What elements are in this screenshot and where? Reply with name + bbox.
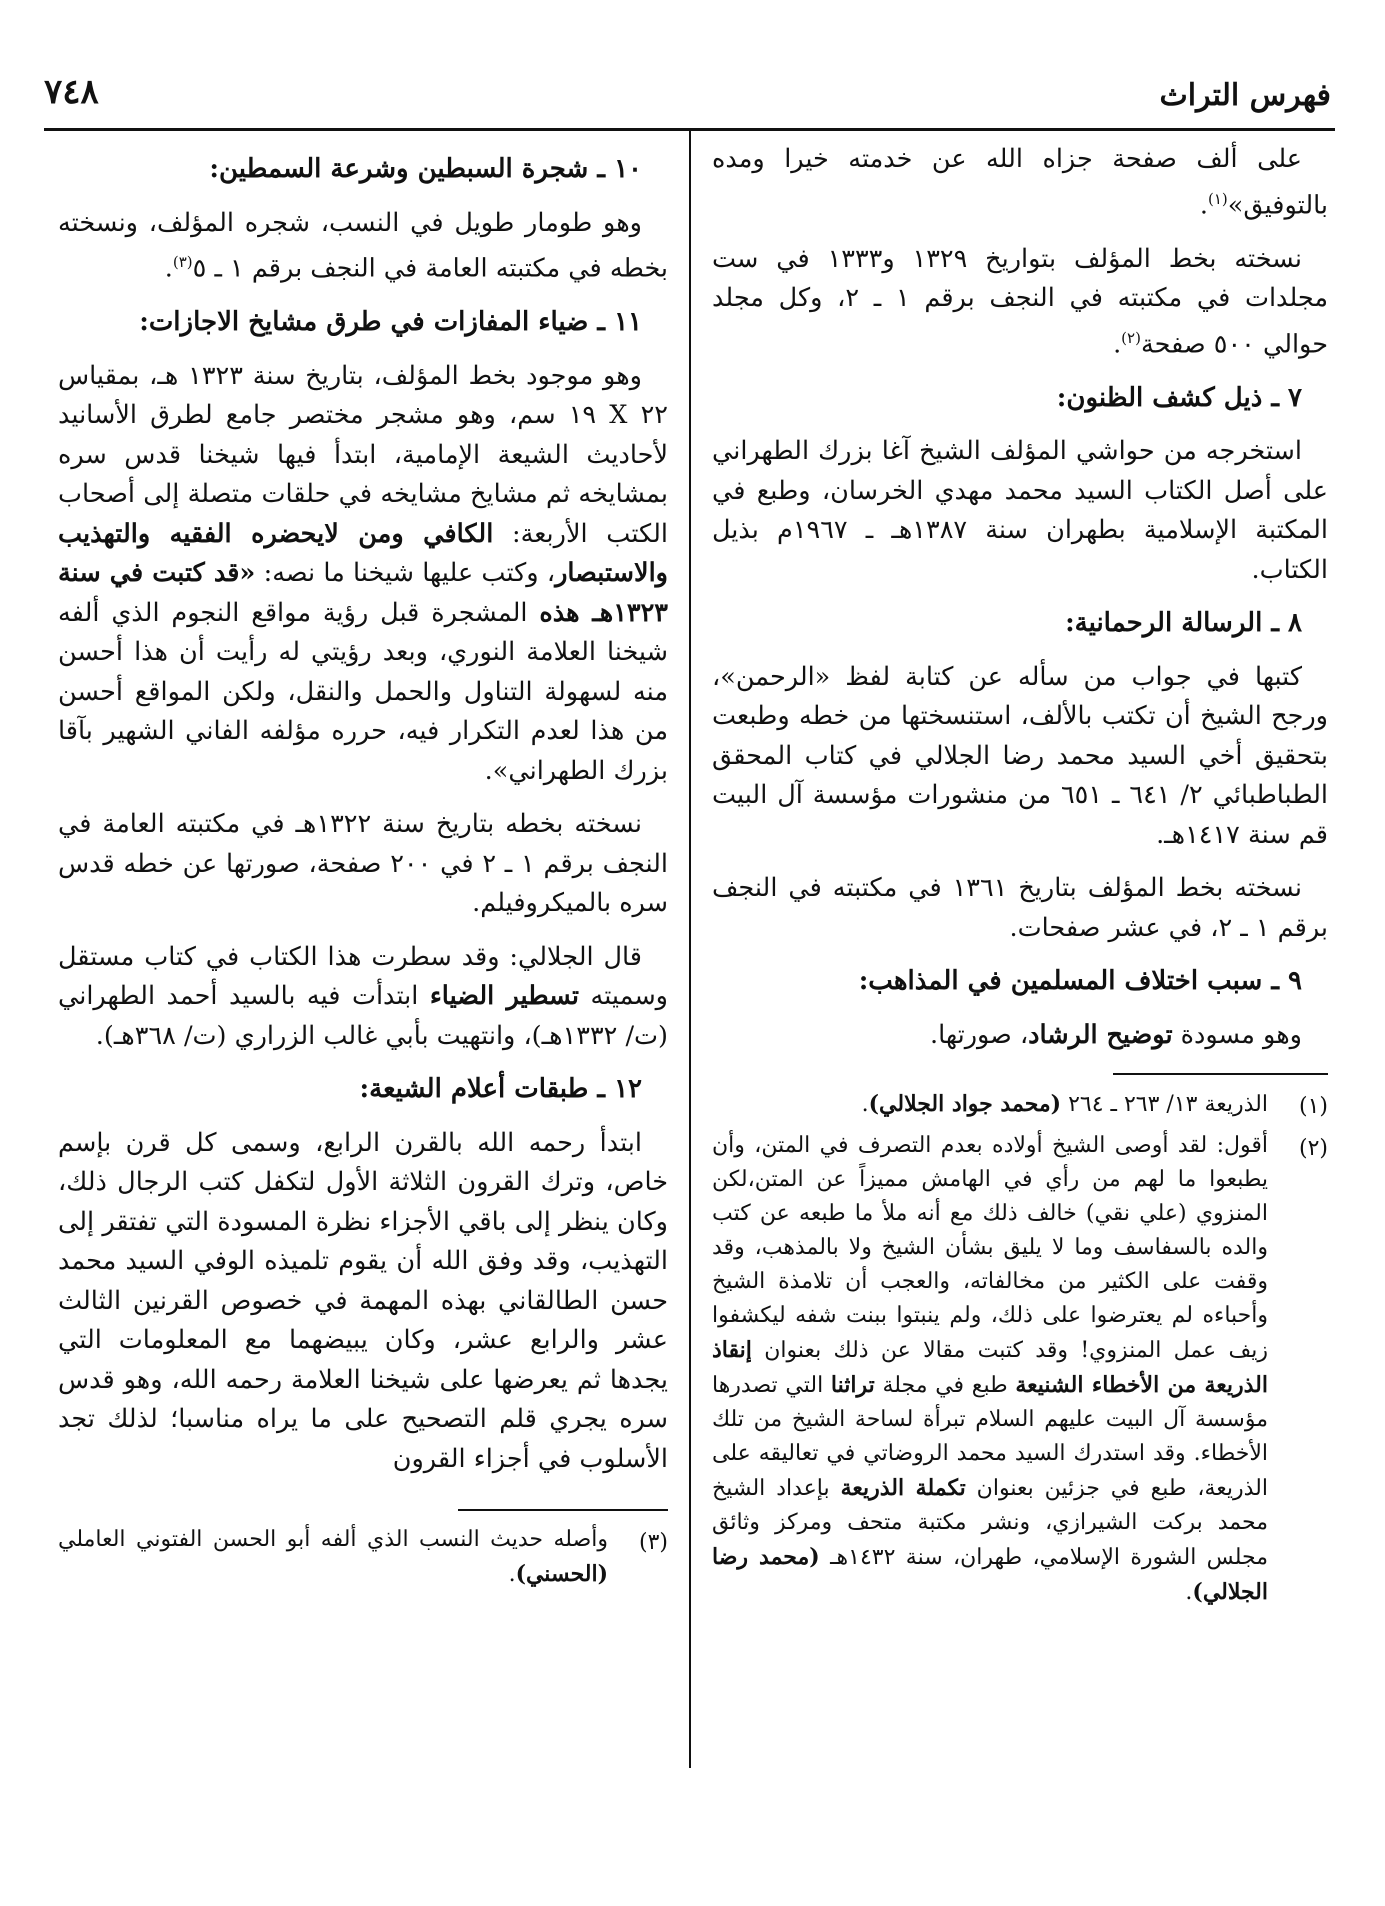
footnote-mark: (٢): [1298, 1135, 1328, 1161]
paragraph-item-11b: نسخته بخطه بتاريخ سنة ١٣٢٢هـ في مكتبته العامة في النجف برقم ١ ـ ٢ في ٢٠٠ صفحة، صورتها عن خطه قدس سره بالميكروفيلم.: [58, 809, 669, 918]
heading-item-12: ١٢ ـ طبقات أعلام الشيعة:: [359, 1074, 642, 1104]
footnote-ref: (٣): [172, 253, 193, 271]
footnote-rule: [1113, 1073, 1328, 1075]
paragraph-item-11c: قال الجلالي: وقد سطرت هذا الكتاب في كتاب مستقل وسميته تسطير الضياء ابتدأت فيه بالسيد أحمد الطهراني (ت/ ١٣٣٢هـ)، وانتهيت بأبي غالب الزراري (ت/ ٣٦٨هـ).: [58, 941, 669, 1051]
paragraph-item-7: استخرجه من حواشي المؤلف الشيخ آغا بزرك الطهراني على أصل الكتاب السيد محمد مهدي الخرسان، وطبع في المكتبة الإسلامية بطهران سنة ١٣٨٧هـ ـ ١٩٦٧م بذيل الكتاب.: [712, 436, 1328, 585]
paragraph-item-8a: كتبها في جواب من سأله عن كتابة لفظ «الرحمن»، ورجح الشيخ أن تكتب بالألف، استنسختها من خطه وطبعت بتحقيق أخي السيد محمد رضا الجلالي في كتاب المحقق الطباطبائي ٢/ ٦٤١ ـ ٦٥١ من منشورات مؤسسة آل البيت قم سنة ١٤١٧هـ.: [712, 661, 1328, 850]
footnote-2: [712, 1129, 1328, 1610]
footnote-rule: [458, 1509, 668, 1511]
page-number: ٧٤٨: [44, 72, 99, 112]
footnote-mark: (١): [1298, 1094, 1328, 1119]
left-column: [58, 140, 668, 1594]
heading-item-11: ١١ ـ ضياء المفازات في طرق مشايخ الاجازات:: [139, 307, 642, 337]
footnote-mark: (٣): [638, 1530, 668, 1555]
paragraph-copies: نسخته بخط المؤلف بتواريخ ١٣٢٩ و١٣٣٣ في ست مجلدات في مكتبته في النجف برقم ١ ـ ٢، وكل مجلد حوالي ٥٠٠ صفحة$^{(٢)}$.: [712, 243, 1329, 359]
heading-item-7: ٧ ـ ذيل كشف الظنون:: [1056, 382, 1302, 413]
paragraph-top: على ألف صفحة جزاه الله عن خدمته خيرا ومده بالتوفيق»$^{(١)}$.: [712, 144, 1328, 220]
right-column: [712, 140, 1328, 1612]
footnote-text: أقول: لقد أوصى الشيخ أولاده بعدم التصرف في المتن، وأن يطبعوا ما لهم من رأي في الهامش مميزاً عن المتن،لكن المنزوي (علي نقي) خالف ذلك مع أنه ملأ ما طبعه عن كتب والده بالسفاسف وما لا يليق بشأن الشيخ ولا بالمذهب، وقد وقفت على الكثير من مخالفاته، والعجب أن تلامذة الشيخ وأحباءه لم يعترضوا على ذلك، ولم ينبتوا ببنت شفه ليكشفوا زيف عمل المنزوي! وقد كتبت مقالا عن ذلك بعنوان إنقاذ الذريعة من الأخطاء الشنيعة طبع في مجلة تراثنا التي تصدرها مؤسسة آل البيت عليهم السلام تبرأة لساحة الشيخ من تلك الأخطاء. وقد استدرك السيد محمد الروضاتي في تعاليقه على الذريعة، طبع في جزئين بعنوان تكملة الذريعة بإعداد الشيخ محمد بركت الشيرازي، ونشر مكتبة متحف ومركز وثائق مجلس الشورة الإسلامي، طهران، سنة ١٤٣٢هـ (محمد رضا الجلالي).: [712, 1132, 1268, 1605]
paragraph-item-10: وهو طومار طويل في النسب، شجره المؤلف، ونسخته بخطه في مكتبته العامة في النجف برقم ١ ـ ٥$^{(٣)}$.: [58, 207, 668, 284]
footnote-text: وأصله حديث النسب الذي ألفه أبو الحسن الفتوني العاملي (الحسني).: [58, 1527, 608, 1587]
paragraph-item-11a: وهو موجود بخط المؤلف، بتاريخ سنة ١٣٢٣ هـ، بمقياس ٢٢ X ١٩ سم، وهو مشجر مختصر جامع لطرق الأسانيد لأحاديث الشيعة الإمامية، ابتدأ فيها شيخنا قدس سره بمشايخه ثم مشايخ مشايخه في حلقات متصلة إلى أصحاب الكتب الأربعة: الكافي ومن لايحضره الفقيه والتهذيب والاستبصار، وكتب عليها شيخنا ما نصه: «قد كتبت في سنة ١٣٢٣هـ هذه المشجرة قبل رؤية مواقع النجوم الذي ألفه شيخنا العلامة النوري، وبعد رؤيتي له رأيت أن هذا أحسن منه لسهولة التناول والحمل والنقل، ولكن المواقع أحسن من هذا لعدم التكرار فيه، حرره مؤلفه الفاني الشهير بآقا بزرك الطهراني».: [58, 360, 668, 786]
footnote-1: [712, 1087, 1328, 1127]
paragraph-item-8b: نسخته بخط المؤلف بتاريخ ١٣٦١ في مكتبته في النجف برقم ١ ـ ٢، في عشر صفحات.: [712, 873, 1328, 943]
running-title: فهرس التراث: [1159, 78, 1331, 113]
paragraph-item-12: ابتدأ رحمه الله بالقرن الرابع، وسمى كل قرن بإسم خاص، وترك القرون الثلاثة الأول لتكفل كتب الرجال ذلك، وكان ينظر إلى باقي الأجزاء نظرة المسودة التي تفتقر إلى التهذيب، وقد وفق الله أن يقوم تلميذه الوفي السيد محمد حسن الطالقاني بهذه المهمة في خصوص القرنين الثالث عشر والرابع عشر، وكان يبيضهما مع المعلومات التي يجدها ثم يعرضها على شيخنا العلامة رحمه الله، وهو قدس سره يجري قلم التصحيح على ما يراه مناسبا؛ لذلك تجد الأسلوب في أجزاء القرون: [58, 1127, 668, 1474]
footnote-text: الذريعة ١٣/ ٢٦٣ ـ ٢٦٤ (محمد جواد الجلالي).: [861, 1091, 1268, 1117]
heading-item-8: ٨ ـ الرسالة الرحمانية:: [1065, 608, 1302, 638]
column-divider: [689, 128, 691, 1768]
footnote-ref: (٢): [1121, 328, 1141, 347]
paragraph-item-9: وهو مسودة توضيح الرشاد، صورتها.: [929, 1019, 1302, 1050]
heading-item-9: ٩ ـ سبب اختلاف المسلمين في المذاهب:: [858, 966, 1302, 996]
heading-item-10: ١٠ ـ شجرة السبطين وشرعة السمطين:: [209, 154, 642, 184]
footnote-ref: (١): [1207, 189, 1228, 208]
footnote-3: [58, 1523, 668, 1592]
